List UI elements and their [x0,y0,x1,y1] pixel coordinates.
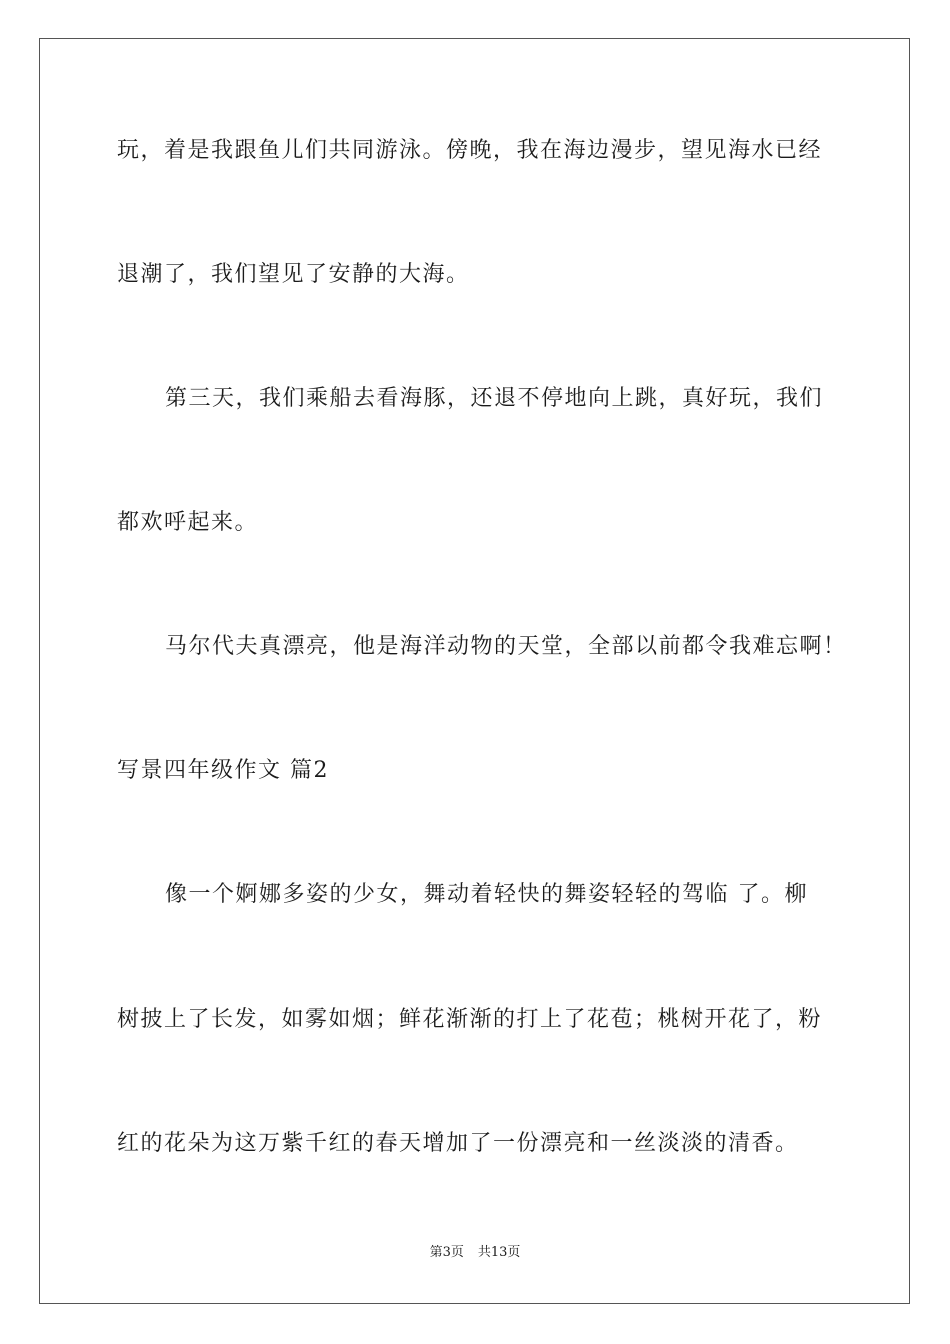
paragraph-3-line-1: 马尔代夫真漂亮，他是海洋动物的天堂，全部以前都令我难忘啊！ [165,634,847,659]
page-number: 第3页 [429,1245,464,1260]
page-footer [0,1244,950,1262]
page-total: 共13页 [477,1245,521,1260]
paragraph-1-line-2: 退潮了，我们望见了安静的大海。 [117,262,470,287]
paragraph-4-line-1: 像一个婀娜多姿的少女，舞动着轻快的舞姿轻轻的驾临 了。柳 [165,882,808,907]
paragraph-2-line-2: 都欢呼起来。 [117,510,259,535]
paragraph-4-line-2: 树披上了长发，如雾如烟；鲜花渐渐的打上了花苞；桃树开花了，粉 [117,1007,823,1032]
paragraph-4-line-3: 红的花朵为这万紫千红的春天增加了一份漂亮和一丝淡淡的清香。 [117,1131,799,1156]
page-border [39,38,910,1304]
paragraph-2-line-1: 第三天，我们乘船去看海豚，还退不停地向上跳，真好玩，我们 [165,386,824,411]
paragraph-1-line-1: 玩，着是我跟鱼儿们共同游泳。傍晚，我在海边漫步，望见海水已经 [117,138,823,163]
section-heading: 写景四年级作文 篇2 [117,758,329,783]
